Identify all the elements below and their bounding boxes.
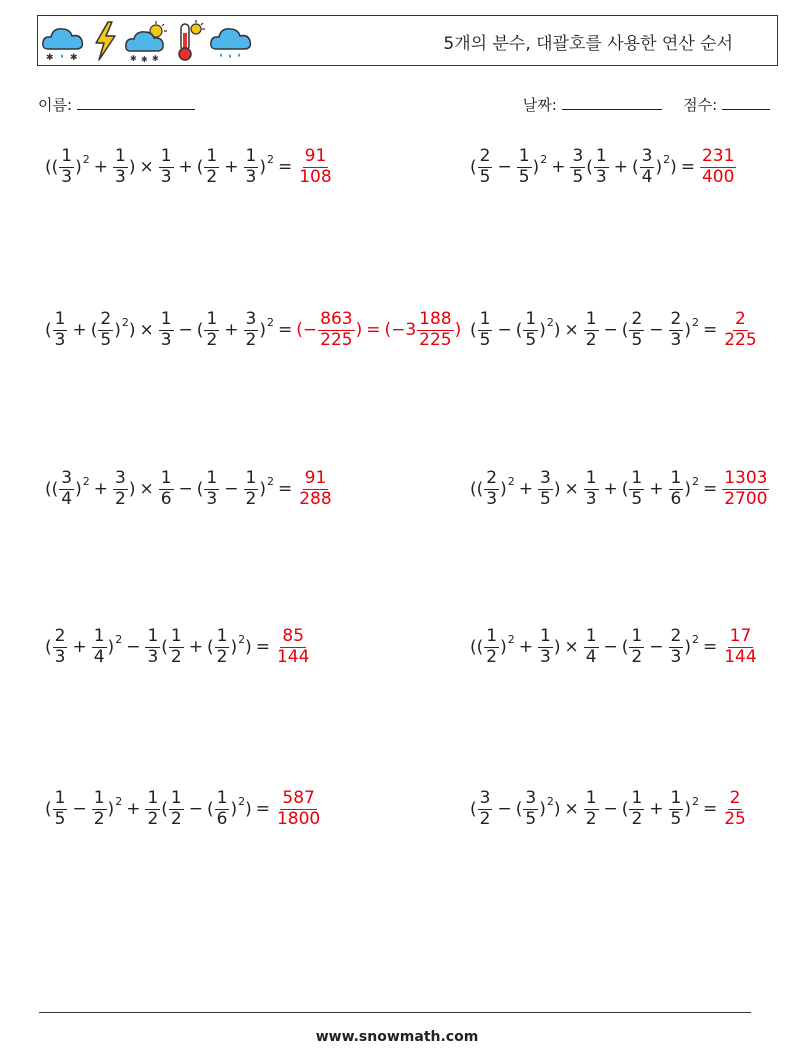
problem-7: ( $\frac{2}{3}$ + $\frac{1}{4}$ )$^2$ − $\frac{1}{3}$ ( $\frac{1}{2}$ + ( $\frac{1}{2}$ )$^2$) = $\frac{85}{144}$ — [45, 626, 310, 667]
footer-url[interactable]: www.snowmath.com — [315, 1029, 479, 1045]
date-label: 날짜: — [522, 96, 557, 114]
name-label: 이름: — [38, 96, 73, 114]
score-label: 점수: — [683, 96, 718, 114]
score-blank[interactable] — [722, 97, 770, 110]
rain-snow-cloud-icon — [40, 19, 86, 63]
problem-4: ( $\frac{1}{5}$ − ( $\frac{1}{5}$ )$^2$) × $\frac{1}{2}$ − ( $\frac{2}{5}$ − $\frac{2}{3}$ )$^2$ = $\frac{2}{225}$ — [470, 309, 757, 350]
svg-text:✱: ✱ — [130, 54, 137, 63]
svg-text:✱: ✱ — [152, 54, 159, 63]
problem-1: (( $\frac{1}{3}$ )$^2$ + $\frac{1}{3}$ ) × $\frac{1}{3}$ + ( $\frac{1}{2}$ + $\frac{1}{3}$ )$^2$ = $\frac{91}{108}$ — [45, 146, 332, 187]
problem-9: ( $\frac{1}{5}$ − $\frac{1}{2}$ )$^2$ + $\frac{1}{2}$ ( $\frac{1}{2}$ − ( $\frac{1}{6}$ )$^2$) = $\frac{587}{1800}$ — [45, 788, 321, 829]
footer-divider — [39, 1012, 751, 1013]
name-blank[interactable] — [77, 97, 195, 110]
date-blank[interactable] — [562, 97, 662, 110]
svg-text:✱: ✱ — [46, 53, 54, 63]
page-title: 5개의 분수, 대괄호를 사용한 연산 순서 — [443, 34, 733, 54]
problem-2: ( $\frac{2}{5}$ − $\frac{1}{5}$ )$^2$ + $\frac{3}{5}$ ( $\frac{1}{3}$ + ( $\frac{3}{4}$ )$^2$) = $\frac{231}{400}$ — [470, 146, 735, 187]
thermometer-sun-icon — [172, 19, 206, 63]
problem-10: ( $\frac{3}{2}$ − ( $\frac{3}{5}$ )$^2$) × $\frac{1}{2}$ − ( $\frac{1}{2}$ + $\frac{1}{5}$ )$^2$ = $\frac{2}{25}$ — [470, 788, 746, 829]
problem-6: (( $\frac{2}{3}$ )$^2$ + $\frac{3}{5}$ ) × $\frac{1}{3}$ + ( $\frac{1}{5}$ + $\frac{1}{6}$ )$^2$ = $\frac{1303}{2700}$ — [470, 468, 768, 509]
problem-3: ( $\frac{1}{3}$ + ( $\frac{2}{5}$ )$^2$) × $\frac{1}{3}$ − ( $\frac{1}{2}$ + $\frac{3}{2}$ )$^2$ = (− $\frac{863}{225}$ ) = (−3 $\frac{188}{225}$ ) — [45, 309, 462, 350]
date-score-fields — [523, 94, 770, 115]
problem-5: (( $\frac{3}{4}$ )$^2$ + $\frac{3}{2}$ ) × $\frac{1}{6}$ − ( $\frac{1}{3}$ − $\frac{1}{2}$ )$^2$ = $\frac{91}{288}$ — [45, 468, 332, 509]
icon-row — [40, 19, 254, 63]
svg-text:✱: ✱ — [141, 55, 148, 63]
problem-8: (( $\frac{1}{2}$ )$^2$ + $\frac{1}{3}$ ) × $\frac{1}{4}$ − ( $\frac{1}{2}$ − $\frac{2}{3}$ )$^2$ = $\frac{17}{144}$ — [470, 626, 757, 667]
rain-cloud-icon — [208, 19, 254, 63]
snow-sun-cloud-icon — [124, 19, 170, 63]
name-field — [38, 94, 195, 115]
lightning-icon — [88, 19, 122, 63]
svg-text:✱: ✱ — [70, 53, 78, 63]
header-box — [37, 15, 778, 66]
